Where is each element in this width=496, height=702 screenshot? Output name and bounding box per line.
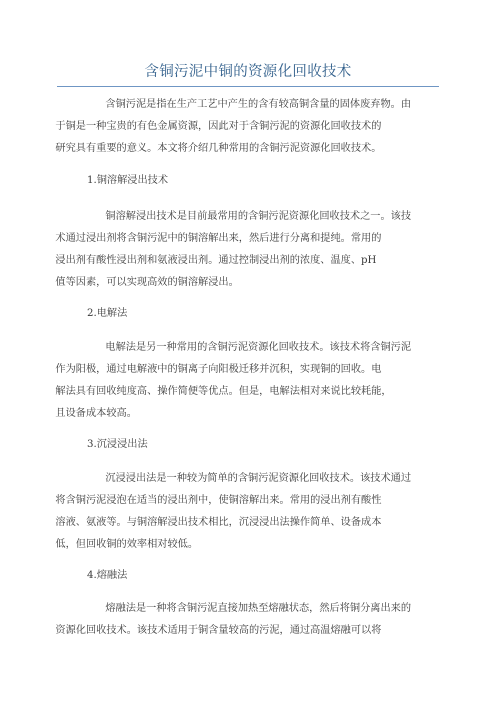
text-line: 作为阳极，通过电解液中的铜离子向阳极迁移并沉积，实现铜的回收。电 — [55, 363, 382, 375]
text-line: 且设备成本较高。 — [55, 407, 137, 419]
text-line: 电解法是另一种常用的含铜污泥资源化回收技术。该技术将含铜污泥 — [105, 342, 412, 353]
section-heading: 4.熔融法 — [87, 570, 128, 581]
text-line: 值等因素，可以实现高效的铜溶解浸出。 — [55, 276, 239, 288]
intro-paragraph — [55, 94, 439, 160]
title-rule — [57, 86, 439, 87]
text-line: 资源化回收技术。该技术适用于铜含量较高的污泥，通过高温熔融可以将 — [55, 624, 382, 636]
text-line: 浸出剂有酸性浸出剂和氨液浸出剂。通过控制浸出剂的浓度、温度、pH — [55, 254, 377, 266]
text-line: 将含铜污泥浸泡在适当的浸出剂中，使铜溶解出来。常用的浸出剂有酸性 — [55, 494, 382, 506]
text-line: 熔融法是一种将含铜污泥直接加热至熔融状态，然后将铜分离出来的 — [105, 603, 412, 614]
text-line: 研究具有重要的意义。本文将介绍几种常用的含铜污泥资源化回收技术。 — [55, 142, 382, 154]
section-heading: 1.铜溶解浸出技术 — [87, 175, 169, 186]
text-line: 含铜污泥是指在生产工艺中产生的含有较高铜含量的固体废弃物。由 — [105, 99, 412, 110]
section-heading: 2.电解法 — [87, 308, 128, 319]
section-heading: 3.沉浸浸出法 — [87, 439, 148, 450]
text-line: 术通过浸出剂将含铜污泥中的铜溶解出来，然后进行分离和提纯。常用的 — [55, 232, 382, 244]
text-line: 铜溶解浸出技术是目前最常用的含铜污泥资源化回收技术之一。该技 — [105, 211, 412, 222]
text-line: 解法具有回收纯度高、操作简便等优点。但是，电解法相对来说比较耗能， — [55, 385, 392, 397]
text-line: 溶液、氨液等。与铜溶解浸出技术相比，沉浸浸出法操作简单、设备成本 — [55, 516, 382, 528]
page-title: 含铜污泥中铜的资源化回收技术 — [144, 64, 352, 80]
section-paragraph — [55, 468, 439, 556]
text-line: 低，但回收铜的效率相对较低。 — [55, 538, 199, 550]
section-paragraph — [55, 206, 439, 294]
section-paragraph — [55, 337, 439, 425]
text-line: 沉浸浸出法是一种较为简单的含铜污泥资源化回收技术。该技术通过 — [105, 473, 412, 484]
text-line: 于铜是一种宝贵的有色金属资源，因此对于含铜污泥的资源化回收技术的 — [55, 120, 382, 132]
section-paragraph — [55, 598, 439, 642]
